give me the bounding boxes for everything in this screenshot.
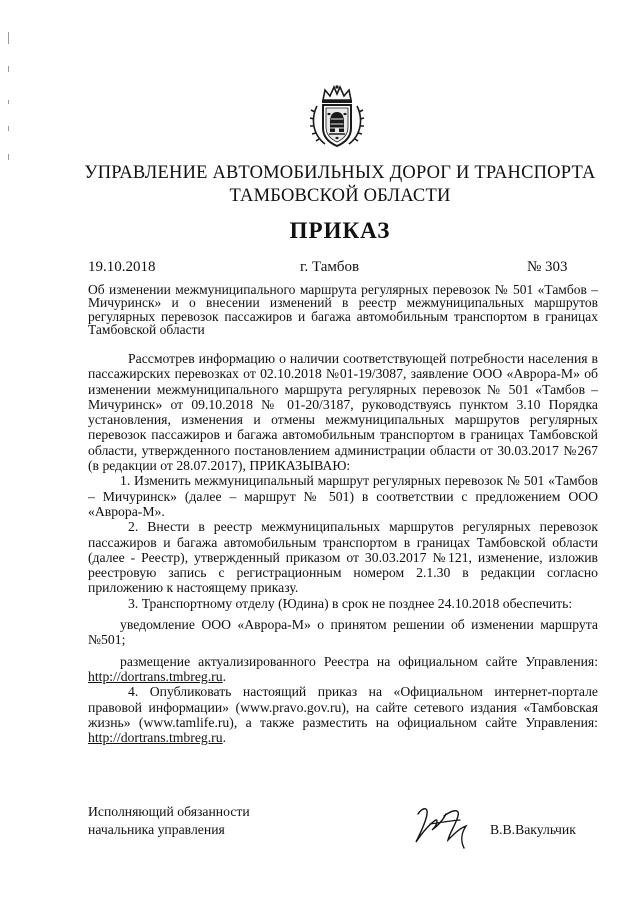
dortrans-link[interactable]: http://dortrans.tmbreg.ru <box>88 668 223 684</box>
signer-position <box>88 803 250 839</box>
organization-name <box>60 162 620 208</box>
organization-name-line1: УПРАВЛЕНИЕ АВТОМОБИЛЬНЫХ ДОРОГ И ТРАНСПОРТА <box>84 163 596 183</box>
dortrans-link-2[interactable]: http://dortrans.tmbreg.ru <box>88 730 223 746</box>
order-item-3: 3. Транспортному отделу (Юдина) в срок не позднее 24.10.2018 обеспечить: <box>128 595 573 611</box>
order-item-3a: уведомление ООО «Аврора-М» о принятом решении об изменении маршрута №501; <box>88 617 598 648</box>
preamble-paragraph: Рассмотрев информацию о наличии соответствующей потребности населения в пассажирских перевозках от 02.10.2018 №01-19/3087, заявление ООО «Аврора-М» об изменении межмуниципального маршрута регулярных перевозок № 501 «Тамбов – Мичуринск» от 09.10.2018 № 01-20/3187, руководствуясь пунктом 3.10 Порядка установления, изменения и отмены межмуниципальных маршрутов регулярных перевозок пассажиров и багажа автомобильным транспортом в границах Тамбовской области, утвержденного постановлением администрации области от 30.03.2017 №267 (в редакции от 28.07.2017), ПРИКАЗЫВАЮ: <box>88 351 598 474</box>
order-item-2: 2. Внести в реестр межмуниципальных маршрутов регулярных перевозок пассажиров и багажа автомобильным транспортом в границах Тамбовской области (далее - Реестр), утвержденный приказом от 30.03.2017 №121, изменение, изложив реестровую запись с регистрационным номером 2.1.30 в редакции согласно приложению к настоящему приказу. <box>88 519 598 596</box>
order-number: № 303 <box>527 259 568 275</box>
order-item-4-end: . <box>222 730 226 746</box>
order-item-4 <box>88 684 598 745</box>
document-type-heading: ПРИКАЗ <box>289 218 391 243</box>
signer-position-line1: Исполняющий обязанности <box>88 804 250 819</box>
order-body <box>88 351 598 745</box>
signer-position-line2: начальника управления <box>88 822 225 837</box>
signer-name: В.В.Вакульчик <box>490 822 576 837</box>
order-item-1: 1. Изменить межмуниципальный маршрут регулярных перевозок № 501 «Тамбов – Мичуринск» (далее – маршрут № 501) в соответствии с предложением ООО «Аврора-М». <box>88 473 598 519</box>
order-item-3b <box>88 654 598 685</box>
order-subject: Об изменении межмуниципального маршрута регулярных перевозок № 501 «Тамбов – Мичуринск» и о внесении изменений в реестр межмуниципальных маршрутов регулярных перевозок пассажиров и багажа автомобильным транспортом в границах Тамбовской области <box>88 282 598 338</box>
order-date: 19.10.2018 <box>88 259 156 275</box>
order-item-4-text: 4. Опубликовать настоящий приказ на «Официальном интернет-портале правовой информации» (www.pravo.gov.ru), на сайте сетевого издания «Тамбовская жизнь» (www.tamlife.ru), а также разместить на официальном сайте Управления: <box>88 684 598 730</box>
tambov-coat-of-arms-icon <box>307 84 367 150</box>
organization-name-line2: ТАМБОВСКОЙ ОБЛАСТИ <box>229 186 451 206</box>
order-item-3b-end: . <box>222 668 226 684</box>
binding-edge-marks <box>6 30 12 170</box>
order-item-3b-text: размещение актуализированного Реестра на официальном сайте Управления: <box>120 653 598 669</box>
handwritten-signature <box>410 800 485 850</box>
order-city: г. Тамбов <box>300 259 360 275</box>
